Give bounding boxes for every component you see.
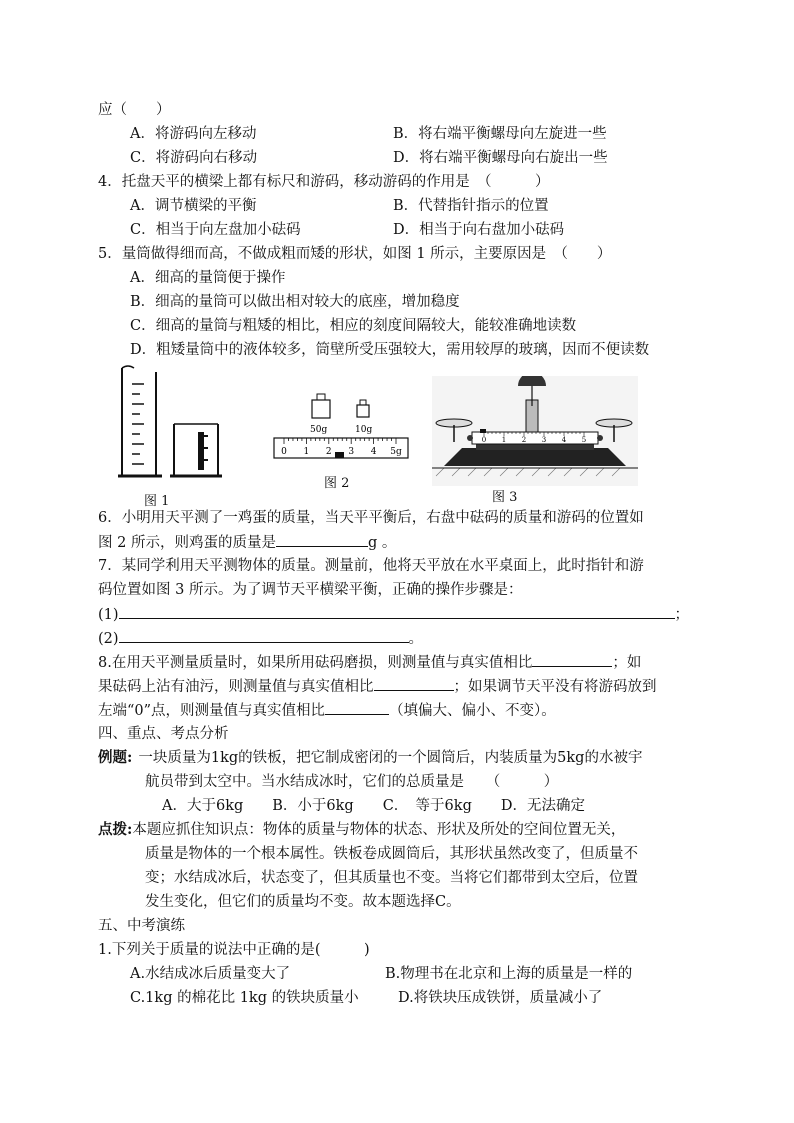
q7-step-1-end: ； bbox=[674, 607, 690, 623]
q7-step-2 bbox=[98, 628, 423, 649]
q8-line-1-pre: 8.在用天平测量质量时，如果所用砝码磨损，则测量值与真实值相比 bbox=[98, 655, 533, 671]
fig3-ruler-tick-label: 3 bbox=[541, 436, 547, 444]
q5-option-a: A．细高的量筒便于操作 bbox=[130, 270, 286, 286]
fig3-ruler-tick-label: 0 bbox=[481, 436, 487, 444]
section-4-title: 四、重点、考点分析 bbox=[98, 726, 229, 742]
figure-1-caption: 图 1 bbox=[144, 494, 170, 509]
q1-option-c: C.1kg 的棉花比 1kg 的铁块质量小 bbox=[130, 990, 359, 1006]
q7-step-1 bbox=[98, 604, 689, 625]
analysis-line-3: 变；水结成冰后，状态变了，但其质量也不变。当将它们都带到太空后，位置 bbox=[145, 870, 638, 886]
q1-option-b: B.物理书在北京和上海的质量是一样的 bbox=[385, 966, 633, 982]
example-text-1: 一块质量为1kg的铁板，把它制成密闭的一个圆筒后，内装质量为5kg的水被宇 bbox=[138, 750, 643, 766]
q1-option-a: A.水结成冰后质量变大了 bbox=[130, 966, 291, 982]
q6-line-2-post: g 。 bbox=[367, 535, 397, 551]
fig2-ruler-tick-label: 5g bbox=[390, 447, 402, 457]
q6-line-2-pre: 图 2 所示，则鸡蛋的质量是 bbox=[98, 535, 276, 551]
q4-option-b: B．代替指针指示的位置 bbox=[393, 198, 549, 214]
q3-option-b: B．将右端平衡螺母向左旋进一些 bbox=[393, 126, 607, 142]
q4-option-d: D．相当于向右盘加小砝码 bbox=[393, 222, 565, 238]
figure-1-cylinders bbox=[118, 364, 228, 484]
q3-option-a: A．将游码向左移动 bbox=[130, 126, 257, 142]
q7-step-1-label: (1) bbox=[98, 607, 119, 623]
q6-line-1: 6．小明用天平测了一鸡蛋的质量，当天平平衡后，右盘中砝码的质量和游码的位置如 bbox=[98, 510, 644, 526]
example-line-1 bbox=[98, 748, 642, 768]
fig2-ruler-tick-label: 3 bbox=[348, 447, 355, 457]
figure-3-balance bbox=[432, 376, 638, 486]
q3-option-c: C．将游码向右移动 bbox=[130, 150, 258, 166]
q8-line-3-pre: 左端“0”点，则测量值与真实值相比 bbox=[98, 703, 326, 719]
fig2-ruler-tick-label: 1 bbox=[303, 447, 310, 457]
example-options: A．大于6kg B．小于6kg C． 等于6kg D．无法确定 bbox=[162, 798, 585, 814]
q5-option-d: D．粗矮量筒中的液体较多，筒壁所受压强较大，需用较厚的玻璃，因而不便读数 bbox=[130, 342, 650, 358]
fig3-rider bbox=[480, 429, 486, 433]
q1-stem: 1.下列关于质量的说法中正确的是( ) bbox=[98, 942, 370, 958]
analysis-label: 点拨: bbox=[98, 821, 133, 838]
analysis-line-2: 质量是物体的一个根本属性。铁板卷成圆筒后，其形状虽然改变了，但质量不 bbox=[145, 846, 638, 862]
q3-tail: 应（ ） bbox=[98, 102, 171, 118]
q8-line-2-pre: 果砝码上沾有油污，则测量值与真实值相比 bbox=[98, 679, 374, 695]
fig2-weight-10g-label: 10g bbox=[355, 425, 373, 435]
fig3-ruler-tick-label: 2 bbox=[521, 436, 527, 444]
q5-option-c: C．细高的量筒与粗矮的相比，相应的刻度间隔较大，能较准确地读数 bbox=[130, 318, 577, 334]
figure-3-caption: 图 3 bbox=[492, 490, 518, 505]
q4-option-c: C．相当于向左盘加小砝码 bbox=[130, 222, 301, 238]
q4-stem: 4．托盘天平的横梁上都有标尺和游码，移动游码的作用是 （ ） bbox=[98, 174, 550, 190]
fig2-weight-50g-label: 50g bbox=[310, 425, 328, 435]
q8-line-3 bbox=[98, 700, 556, 721]
q1-option-d: D.将铁块压成铁饼，质量减小了 bbox=[398, 990, 603, 1006]
q7-step-1-blank[interactable] bbox=[119, 604, 675, 619]
q8-line-1 bbox=[98, 652, 641, 673]
figure-2-weights-ruler bbox=[272, 390, 412, 465]
q8-blank-3[interactable] bbox=[325, 700, 389, 715]
q3-option-d: D．将右端平衡螺母向右旋出一些 bbox=[393, 150, 608, 166]
q6-answer-blank[interactable] bbox=[276, 532, 368, 547]
q7-step-2-label: (2) bbox=[98, 631, 119, 647]
q7-step-2-blank[interactable] bbox=[119, 628, 409, 643]
fig3-ruler-tick-label: 1 bbox=[501, 436, 507, 444]
fig2-rider bbox=[335, 452, 344, 458]
fig2-ruler-tick-label: 2 bbox=[325, 447, 332, 457]
q4-option-a: A．调节横梁的平衡 bbox=[130, 198, 257, 214]
fig2-ruler-tick-label: 0 bbox=[281, 447, 287, 457]
figure-2-caption: 图 2 bbox=[324, 476, 350, 491]
q5-option-b: B．细高的量筒可以做出相对较大的底座，增加稳度 bbox=[130, 294, 460, 310]
analysis-line-1 bbox=[98, 820, 625, 840]
section-5-title: 五、中考演练 bbox=[98, 918, 185, 934]
q8-line-1-post: ；如 bbox=[612, 655, 642, 671]
q6-line-2 bbox=[98, 532, 396, 553]
q7-line-1: 7．某同学利用天平测物体的质量。测量前，他将天平放在水平桌面上，此时指针和游 bbox=[98, 558, 644, 574]
analysis-line-4: 发生变化，但它们的质量均不变。故本题选择C。 bbox=[145, 894, 461, 910]
q7-line-2: 码位置如图 3 所示。为了调节天平横梁平衡，正确的操作步骤是： bbox=[98, 582, 523, 598]
q8-blank-2[interactable] bbox=[374, 676, 454, 691]
fig3-ruler-tick-label: 5 bbox=[581, 436, 587, 444]
q8-line-3-post: （填偏大、偏小、不变）。 bbox=[389, 703, 556, 719]
analysis-text-1: 本题应抓住知识点：物体的质量与物体的状态、形状及所处的空间位置无关， bbox=[132, 822, 626, 838]
q5-stem: 5．量筒做得细而高，不做成粗而矮的形状，如图 1 所示，主要原因是 （ ） bbox=[98, 246, 612, 262]
q8-line-2-post: ；如果调节天平没有将游码放到 bbox=[453, 679, 657, 695]
fig2-ruler-tick-label: 4 bbox=[370, 447, 377, 457]
fig3-ruler-tick-label: 4 bbox=[561, 436, 567, 444]
example-label: 例题: bbox=[98, 749, 133, 766]
q8-line-2 bbox=[98, 676, 657, 697]
q8-blank-1[interactable] bbox=[532, 652, 612, 667]
q7-step-2-end: 。 bbox=[408, 631, 424, 647]
example-line-2: 航员带到太空中。当水结成冰时，它们的总质量是 （ ） bbox=[145, 774, 559, 790]
